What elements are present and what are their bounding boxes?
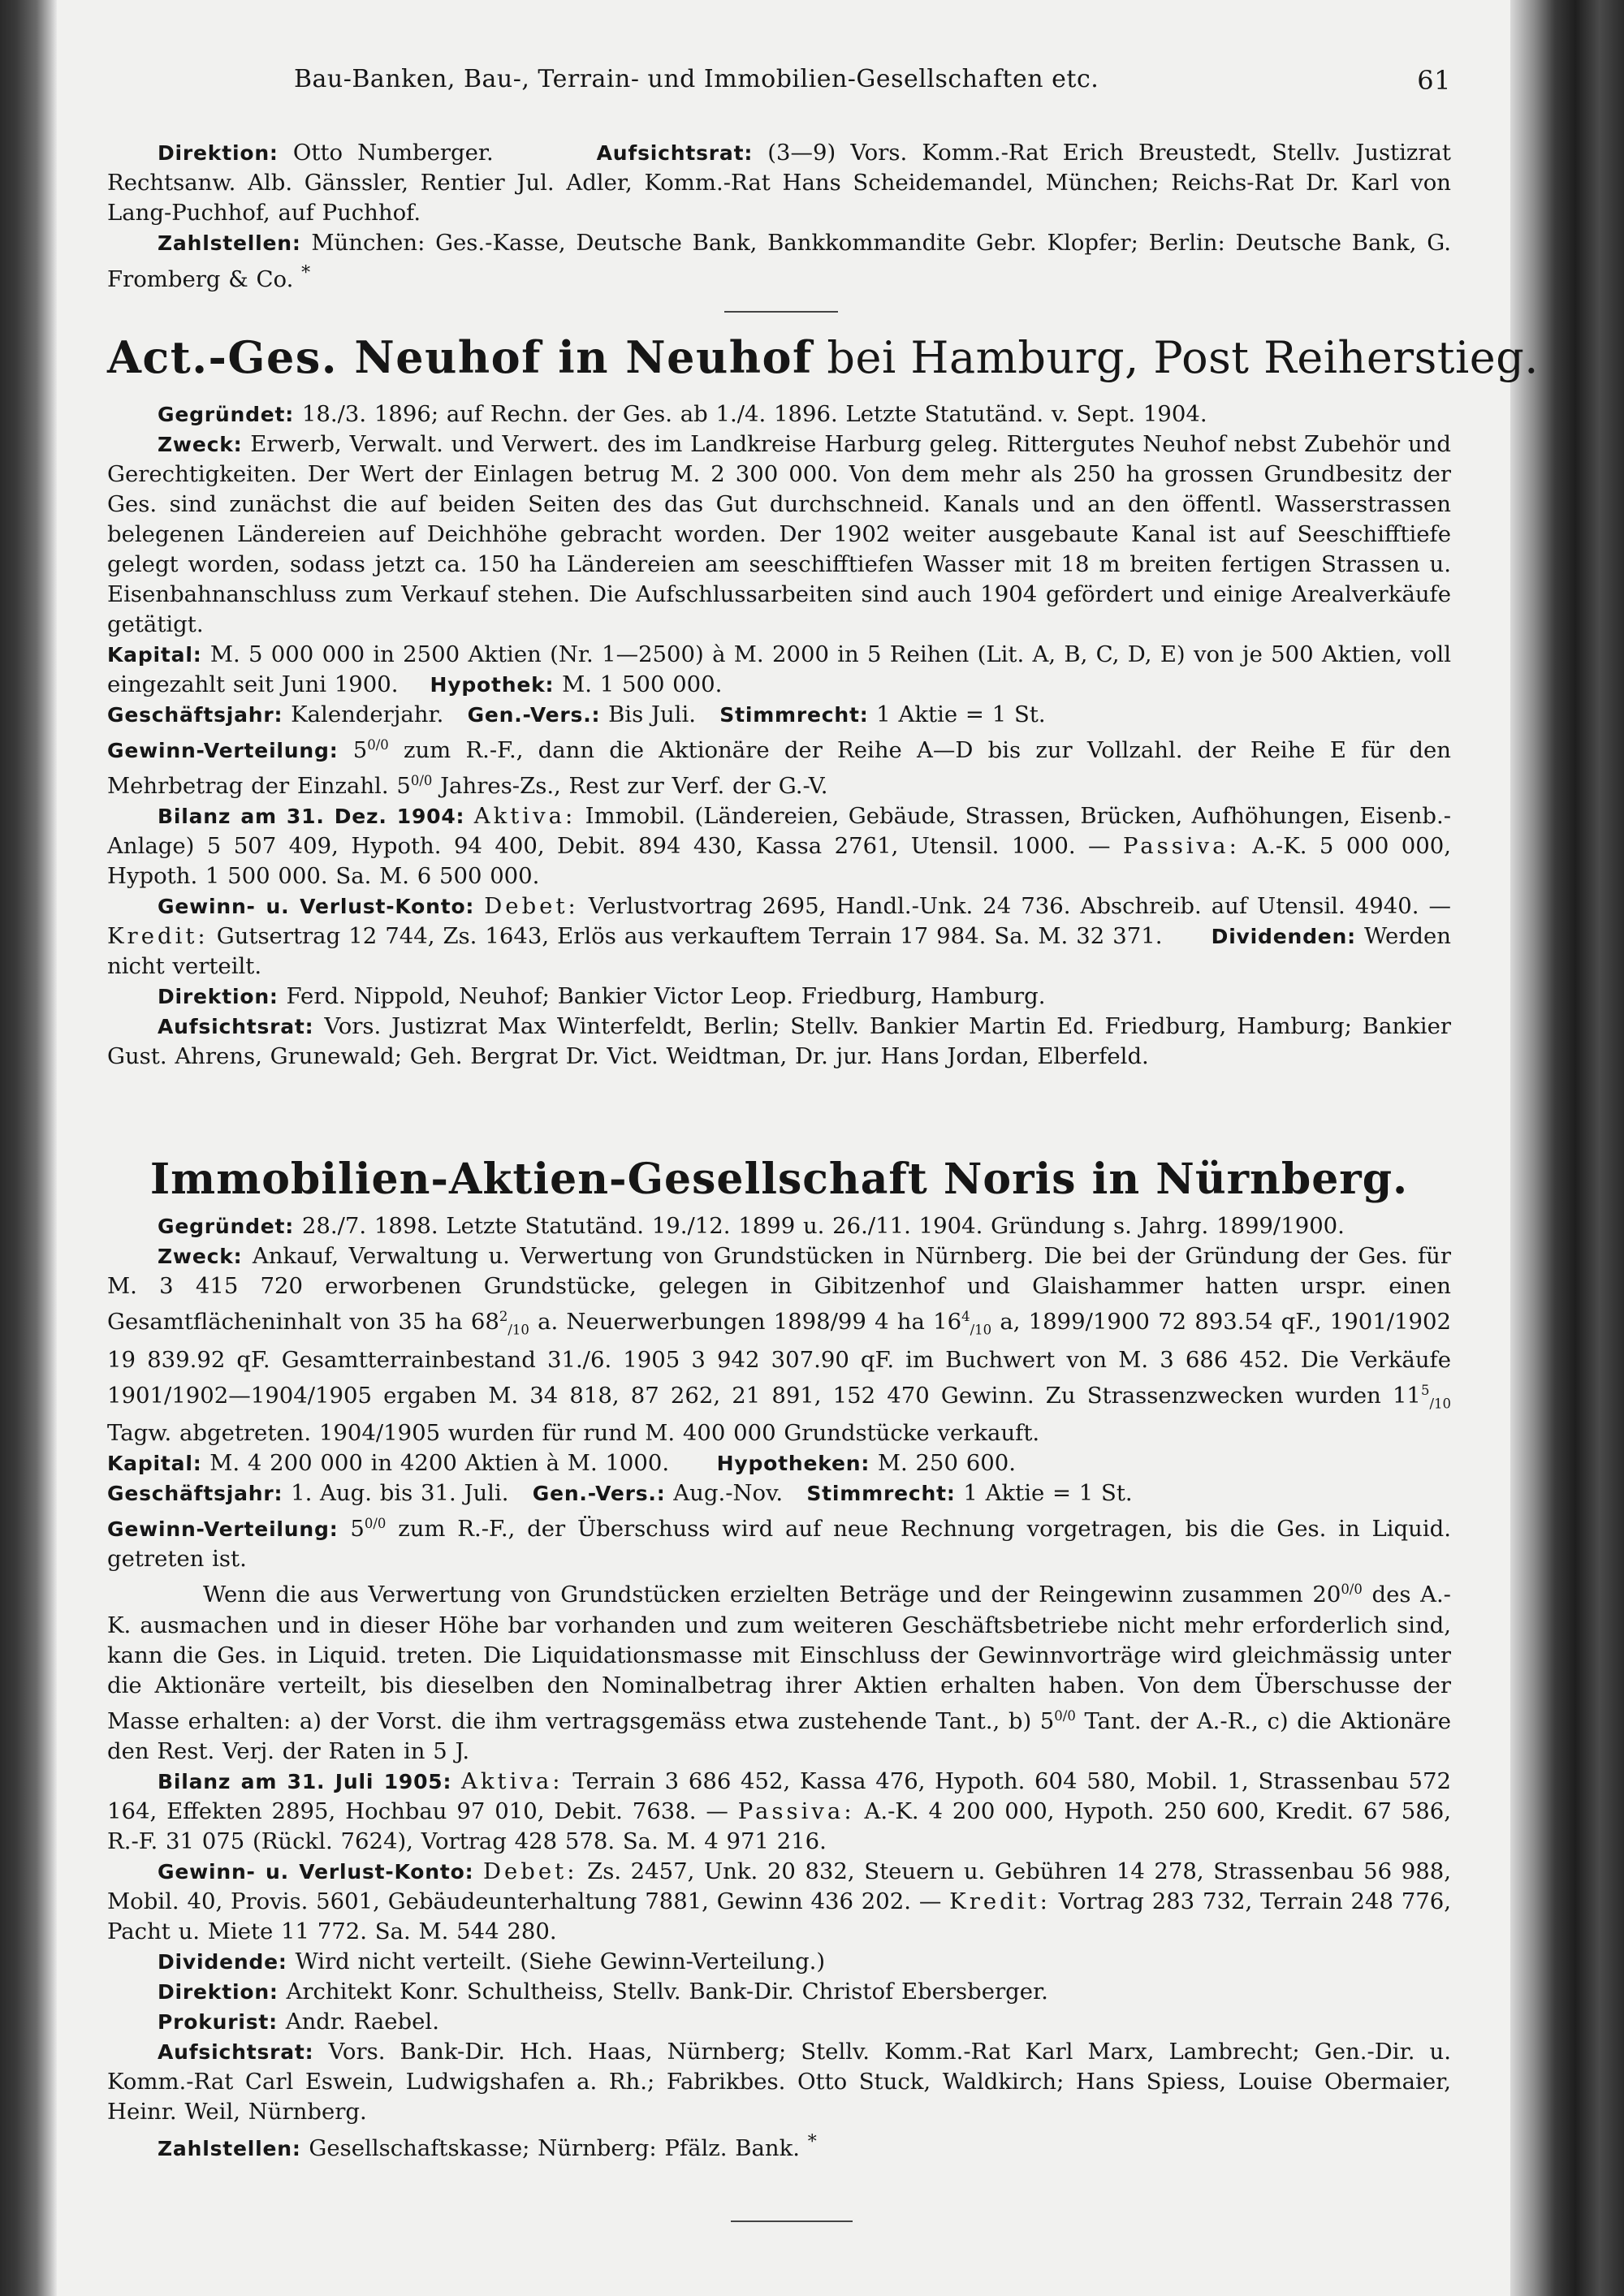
noris-dividende [107,1947,1451,1977]
text: Ferd. Nippold, Neuhof; Bankier Victor Leop. Friedburg, Hamburg. [286,983,1046,1010]
text: Tagw. abgetreten. 1904/1905 wurden für rund M. 400 000 Grundstücke verkauft. [107,1420,1040,1447]
label-passiva: Passiva: [737,1798,855,1824]
label-debet: Debet: [484,893,579,920]
label: Aufsichtsrat: [158,2039,314,2064]
text: A.-K. 5 000 000, Hypoth. 1 500 000. Sa. M. 6 500 000. [107,833,1451,890]
neuhof-kapital [107,640,1451,700]
text: Gutsertrag 12 744, Zs. 1643, Erlös aus verkauftem Terrain 17 984. Sa. M. 32 371. [216,923,1163,950]
label: Gegründet: [158,1215,295,1238]
neuhof-heading-rest: bei Hamburg, Post Reiherstieg. [827,332,1539,383]
label: Stimmrecht: [719,703,869,727]
text: Tant. der A.-R., c) die Aktionäre den Rest. Verj. der Raten in 5 J. [107,1707,1451,1764]
star-mark: * [301,263,311,283]
running-head-title: Bau-Banken, Bau-, Terrain- und Immobilien-Gesellschaften etc. [294,65,1099,93]
neuhof-heading [107,331,1539,383]
percent-sign: 0/0 [410,773,433,789]
text: Verlustvortrag 2695, Handl.-Unk. 24 736. Abschreib. auf Utensil. 4940. — [588,893,1451,920]
text: zum R.-F., der Überschuss wird auf neue Rechnung vorgetragen, bis die Ges. in Liquid. getreten ist. [107,1516,1451,1573]
noris-heading: Immobilien-Aktien-Gesellschaft Noris in Nürnberg. [149,1154,1409,1204]
text: Andr. Raebel. [285,2008,439,2035]
neuhof-direktion [107,982,1451,1012]
label: Aufsichtsrat: [158,1015,314,1039]
label: Zweck: [158,433,243,456]
fraction-num: 2 [499,1309,508,1324]
text: Immobil. (Ländereien, Gebäude, Strassen, Brücken, Aufhöhungen, Eisenb.-Anlage) 5 507 409, Hypoth. 94 400, Debit. 894 430, Kassa 2761, Utensil. 1000. — [107,803,1451,860]
label-kredit: Kredit: [107,923,209,950]
neuhof-heading-bold: Act.-Ges. Neuhof in Neuhof [107,331,813,383]
noris-guv [107,1857,1451,1947]
text: des A.-K. ausmachen und in dieser Höhe bar vorhanden und zum weiteren Geschäftsbetriebe nicht mehr erforderlich sind, kann die Ges. in Liquid. treten. Die Liquidationsmasse mit Einschluss der Gewinnvorträge wird gleichmässig unter die Aktionäre verteilt, bis dieselben den Nominalbetrag ihrer Aktien erhalten haben. Von dem Überschusse der Masse erhalten: a) der Vorst. die ihm vertragsgemäss etwa zustehende Tant., b) 5 [107,1582,1451,1734]
label: Bilanz am 31. Dez. 1904: [158,805,465,829]
noris-geschaeftsjahr [107,1478,1451,1508]
label-aufsichtsrat: Aufsichtsrat: [596,141,754,165]
label: Zweck: [158,1245,243,1268]
text: 1. Aug. bis 31. Juli. [291,1480,509,1507]
label-debet: Debet: [482,1858,578,1884]
noris-zahlstellen [107,2127,1451,2164]
document-page [57,0,1539,2296]
label: Gewinn- u. Verlust-Konto: [158,895,475,919]
label-aktiva: Aktiva: [461,1767,564,1794]
neuhof-aufsichtsrat [107,1012,1451,1072]
text: 1 Aktie = 1 St. [876,701,1046,727]
label: Hypothek: [430,673,555,697]
fraction-den: /10 [970,1322,992,1338]
running-head [107,65,1451,101]
text: Erwerb, Verwalt. und Verwert. des im Landkreise Harburg geleg. Rittergutes Neuhof nebst Zubehör und Gerechtigkeiten. Der Wert der Einlagen betrug M. 2 300 000. Von dem mehr als 250 ha grossen Grundbesitz der Ges. sind zunächst die auf beiden Seiten des das Gut durchschneid. Kanals und an den öffentl. Wasserstrassen belegenen Ländereien auf Deichhöhe gebracht worden. Der 1902 weiter ausgebaute Kanal ist auf Seeschifftiefe gelegt worden, sodass jetzt ca. 150 ha Ländereien am seeschifftiefen Wasser mit 18 m breiten fertigen Strassen u. Eisenbahnanschluss zum Verkauf stehen. Die Aufschlussarbeiten sind auch 1904 gefördert und einige Arealverkäufe getätigt. [107,431,1451,637]
text: Bis Juli. [608,701,697,727]
noris-bilanz [107,1767,1451,1857]
top-direktion-paragraph [107,138,1451,228]
top-zahlstellen-paragraph [107,228,1451,295]
fraction-num: 4 [961,1309,970,1324]
label: Direktion: [158,1979,279,2004]
noris-liquidation-paragraph [107,1574,1451,1766]
neuhof-gewinn-verteilung [107,730,1451,801]
fraction-den: /10 [508,1322,529,1338]
text: Wenn die aus Verwertung von Grundstücken erzielten Beträge und der Reingewinn zusammen 20 [203,1582,1341,1608]
text: Ankauf, Verwaltung u. Verwertung von Grundstücken in Nürnberg. Die bei der Gründung der Ges. für M. 3 415 720 erworbenen Grundstücke, gelegen in Gibitzenhof und Glaishammer hatten urspr. einen Gesamtflächeninhalt von 35 ha 68 [107,1243,1451,1336]
label: Gewinn-Verteilung: [107,1517,339,1542]
noris-direktion [107,1977,1451,2007]
noris-gegruendet [107,1211,1451,1241]
section-divider [724,311,838,313]
text: Wird nicht verteilt. (Siehe Gewinn-Verteilung.) [295,1948,826,1974]
text: Jahres-Zs., Rest zur Verf. der G.-V. [440,773,828,800]
percent-sign: 0/0 [1054,1707,1076,1724]
text: M. 1 500 000. [562,671,723,697]
text: 5 [350,1516,365,1543]
noris-gewinn-verteilung [107,1508,1451,1574]
label: Gegründet: [158,403,295,426]
label-passiva: Passiva: [1122,833,1240,860]
percent-sign: 0/0 [364,1516,387,1532]
text: (3—9) Vors. Komm.-Rat Erich Breustedt, Stellv. Justizrat Rechtsanw. Alb. Gänssler, Rentier Jul. Adler, Komm.-Rat Hans Scheidemandel, München; Reichs-Rat Dr. Karl von Lang-Puchhof, auf Puchhof. [107,140,1451,226]
percent-sign: 0/0 [1341,1582,1363,1598]
fraction-den: /10 [1429,1396,1451,1412]
text: zum R.-F., dann die Aktionäre der Reihe A—D bis zur Vollzahl. der Reihe E für den Mehrbetrag der Einzahl. 5 [107,737,1451,800]
text: 1 Aktie = 1 St. [963,1480,1133,1507]
label-direktion: Direktion: [158,141,279,165]
noris-zweck [107,1241,1451,1448]
label: Gewinn-Verteilung: [107,739,339,763]
neuhof-geschaeftsjahr [107,700,1451,730]
label: Gen.-Vers.: [467,703,601,727]
top-section [107,138,1451,295]
text: Vors. Justizrat Max Winterfeldt, Berlin; Stellv. Bankier Martin Ed. Friedburg, Hamburg; Bankier Gust. Ahrens, Grunewald; Geh. Bergrat Dr. Vict. Weidtman, Dr. jur. Hans Jordan, Elberfeld. [107,1013,1451,1070]
neuhof-zweck [107,429,1451,640]
noris-aufsichtsrat [107,2037,1451,2127]
text: Terrain 3 686 452, Kassa 476, Hypoth. 604 580, Mobil. 1, Strassenbau 572 164, Effekten 2895, Hochbau 97 010, Debit. 7638. — [107,1767,1451,1824]
text: Vors. Bank-Dir. Hch. Haas, Nürnberg; Stellv. Komm.-Rat Karl Marx, Lambrecht; Gen.-Dir. u. Komm.-Rat Carl Eswein, Ludwigshafen a. Rh.; Fabrikbes. Otto Stuck, Waldkirch; Hans Spiess, Louise Obermaier, Heinr. Weil, Nürnberg. [107,2038,1451,2125]
text: M. 5 000 000 in 2500 Aktien (Nr. 1—2500) à M. 2000 in 5 Reihen (Lit. A, B, C, D, E) von je 500 Aktien, voll eingezahlt seit Juni 1900. [107,641,1452,697]
label-kredit: Kredit: [949,1888,1051,1914]
neuhof-section [107,399,1451,1072]
text: Aug.-Nov. [673,1480,784,1507]
label: Kapital: [107,1452,202,1476]
page-number: 61 [1417,65,1451,96]
noris-section [107,1211,1451,2164]
star-mark: * [807,2131,817,2152]
noris-prokurist [107,2007,1451,2037]
text: Otto Numberger. [292,140,494,166]
text: a. Neuerwerbungen 1898/99 4 ha 16 [538,1309,962,1336]
label: Direktion: [158,985,279,1009]
text: Zs. 2457, Unk. 20 832, Steuern u. Gebühren 14 278, Strassenbau 56 988, Mobil. 40, Provis. 5601, Gebäudeunterhaltung 7881, Gewinn 436 202. — [107,1858,1451,1914]
text: M. 250 600. [877,1450,1016,1477]
label: Geschäftsjahr: [107,703,283,727]
section-divider-bottom [731,2220,853,2222]
text: Gesellschaftskasse; Nürnberg: Pfälz. Bank. [309,2134,800,2161]
label: Hypotheken: [716,1452,870,1476]
label: Bilanz am 31. Juli 1905: [158,1769,452,1793]
label: Gewinn- u. Verlust-Konto: [158,1859,474,1884]
label: Gen.-Vers.: [532,1482,666,1506]
text: Architekt Konr. Schultheiss, Stellv. Bank-Dir. Christof Ebersberger. [286,1978,1048,2005]
text: A.-K. 4 200 000, Hypoth. 250 600, Kredit. 67 586, R.-F. 31 075 (Rückl. 7624), Vortrag 428 578. Sa. M. 4 971 216. [107,1798,1451,1854]
scan-left-edge [0,0,57,2296]
label: Geschäftsjahr: [107,1482,283,1506]
fraction-num: 5 [1420,1382,1430,1398]
text: Werden nicht verteilt. [107,923,1452,980]
text: a, 1899/1900 72 893.54 qF., 1901/1902 19 839.92 qF. Gesamtterrainbestand 31./6. 1905 3 942 307.90 qF. im Buchwert von M. 3 686 452. Die Verkäufe 1901/1902—1904/1905 ergaben M. 34 818, 87 262, 21 891, 152 470 Gewinn. Zu Strassenzwecken wurden 11 [107,1309,1451,1409]
text: Vortrag 283 732, Terrain 248 776, Pacht u. Miete 11 772. Sa. M. 544 280. [107,1888,1451,1944]
label: Dividenden: [1211,925,1356,949]
text: 5 [352,737,368,764]
label: Stimmrecht: [806,1482,956,1506]
label: Kapital: [107,643,202,667]
percent-sign: 0/0 [367,737,389,753]
neuhof-gegruendet [107,399,1451,429]
text: München: Ges.-Kasse, Deutsche Bank, Bankkommandite Gebr. Klopfer; Berlin: Deutsche Bank, G. Fromberg & Co. [107,230,1451,293]
label-aktiva: Aktiva: [473,803,577,830]
text: 18./3. 1896; auf Rechn. der Ges. ab 1./4. 1896. Letzte Statutänd. v. Sept. 1904. [301,401,1207,427]
text: 28./7. 1898. Letzte Statutänd. 19./12. 1899 u. 26./11. 1904. Gründung s. Jahrg. 1899/1900. [301,1213,1345,1239]
text: M. 4 200 000 in 4200 Aktien à M. 1000. [209,1450,670,1477]
label: Zahlstellen: [158,2136,301,2160]
label: Dividende: [158,1949,287,1974]
neuhof-guv [107,891,1451,982]
label: Prokurist: [158,2009,278,2034]
label-zahlstellen: Zahlstellen: [158,231,301,255]
text: Kalenderjahr. [291,701,444,727]
noris-kapital [107,1448,1451,1478]
neuhof-bilanz [107,801,1451,891]
